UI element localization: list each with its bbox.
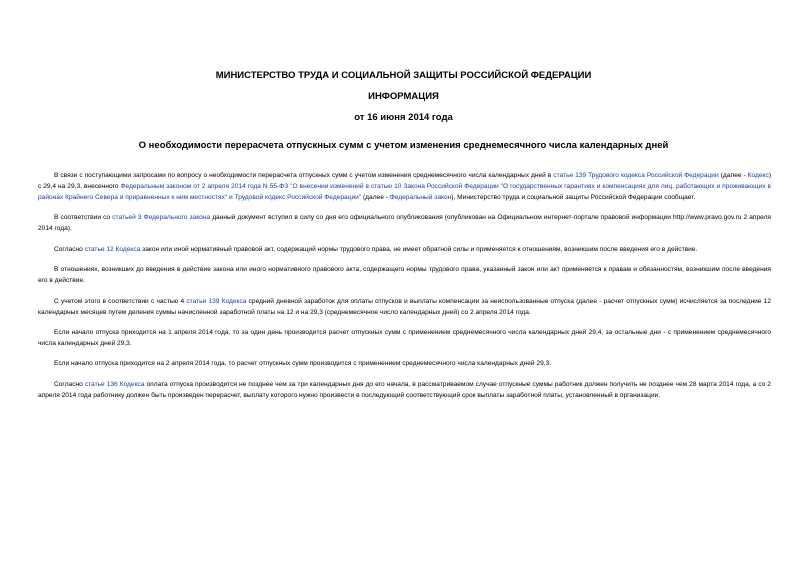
legal-reference-link[interactable]: статьи 139 Кодекса — [186, 297, 247, 305]
paragraph-text: Согласно — [54, 245, 85, 253]
document-body — [38, 171, 771, 411]
paragraph-text: оплата отпуска производится не позднее чем за три календарных дня до его начала, в рассматриваемом случае отпускные суммы работник должен получить не позднее чем 28 марта 2014 года, а со 2 апреля 2014 года работнику должен быть произведен перерасчет, выплату которого нужно произвести в последующий соответствующий срок выплаты заработной платы, установленный в организации. — [38, 380, 771, 399]
document-type-heading: ИНФОРМАЦИЯ — [368, 91, 439, 102]
paragraph-text: С учетом этого в соответствии с частью 4 — [54, 297, 187, 305]
paragraph-text: закон или иной нормативный правовой акт, содержащий нормы трудового права, не имеет обратной силы и применяется к отношениям, возникшим после введения его в действие. — [140, 245, 698, 253]
paragraph — [38, 380, 771, 402]
paragraph-text: В связи с поступающими запросами по вопросу о необходимости перерасчета отпускных сумм с учетом изменения среднемесячного числа календарных дней в — [54, 172, 554, 179]
paragraph — [38, 297, 771, 319]
legal-reference-link[interactable]: Федеральным законом от 2 апреля 2014 года N 55-ФЗ "О внесении изменений в статью 10 Закона Российской Федерации "О государственных гарантиях и компенсациях для лиц, работающих и проживающих в районах Крайнего Севера и приравненных к ним местностях" и Трудовой кодекс Российской Федерации" — [38, 182, 771, 201]
paragraph — [38, 245, 771, 256]
legal-reference-link[interactable]: Федеральный закон — [389, 193, 452, 201]
paragraph-text: Согласно — [54, 380, 85, 388]
paragraph-text: ), Министерство труда и социальной защиты Российской Федерации сообщает. — [451, 193, 696, 201]
paragraph-text: (далее - — [718, 172, 748, 179]
paragraph-text: В соответствии со — [54, 214, 113, 222]
legal-reference-link[interactable]: статьей 3 Федерального закона — [112, 214, 211, 222]
document-date: от 16 июня 2014 года — [354, 112, 453, 123]
paragraph-text: Если начало отпуска приходится на 1 апреля 2014 года, то за один день производится расчет отпускных сумм с применением среднемесячного числа календарных дней 29,4, за остальные дни - с применением среднемесячного числа календарных дней 29,3. — [38, 329, 771, 347]
paragraph — [38, 171, 771, 204]
legal-reference-link[interactable]: статье 139 Трудового кодекса Российской Федерации — [553, 172, 719, 179]
paragraph-text: Если начало отпуска приходится на 2 апреля 2014 года, то расчет отпускных сумм производится с применением среднемесячного числа календарных дней 29,3. — [54, 360, 552, 368]
legal-reference-link[interactable]: статье 12 Кодекса — [84, 245, 141, 253]
paragraph-text: (далее - — [361, 193, 390, 201]
paragraph-text: данный документ вступил в силу со дня его официального опубликования (опубликован на Официальном интернет-портале правовой информации http://www.pravo.gov.ru 2 апреля 2014 года). — [38, 214, 771, 233]
paragraph — [38, 359, 771, 370]
paragraph-text: В отношениях, возникших до введения в действие закона или иного нормативного правового акта, содержащего нормы трудового права, указанный закон или акт применяется к правам и обязанностям, возникшим после введения его в действие. — [38, 266, 771, 285]
legal-reference-link[interactable]: статье 136 Кодекса — [84, 380, 145, 388]
legal-reference-link[interactable]: Кодекс — [747, 172, 769, 179]
paragraph-text: ) с 29,4 на 29,3, внесенного — [38, 172, 772, 190]
paragraph — [38, 213, 771, 235]
paragraph — [38, 328, 771, 350]
ministry-heading: МИНИСТЕРСТВО ТРУДА И СОЦИАЛЬНОЙ ЗАЩИТЫ РОССИЙСКОЙ ФЕДЕРАЦИИ — [215, 70, 592, 81]
paragraph-text: средний дневной заработок для оплаты отпусков и выплаты компенсации за неиспользованные отпуска (далее - расчет отпускных сумм) исчисляется за последние 12 календарных месяцев путем деления суммы начисленной заработной платы на 12 и на 29,3 (среднемесячное число календарных дней) со 2 апреля 2014 года. — [38, 297, 771, 316]
document-title: О необходимости перерасчета отпускных сумм с учетом изменения среднемесячного числа календарных дней — [138, 140, 669, 151]
paragraph — [38, 265, 771, 287]
